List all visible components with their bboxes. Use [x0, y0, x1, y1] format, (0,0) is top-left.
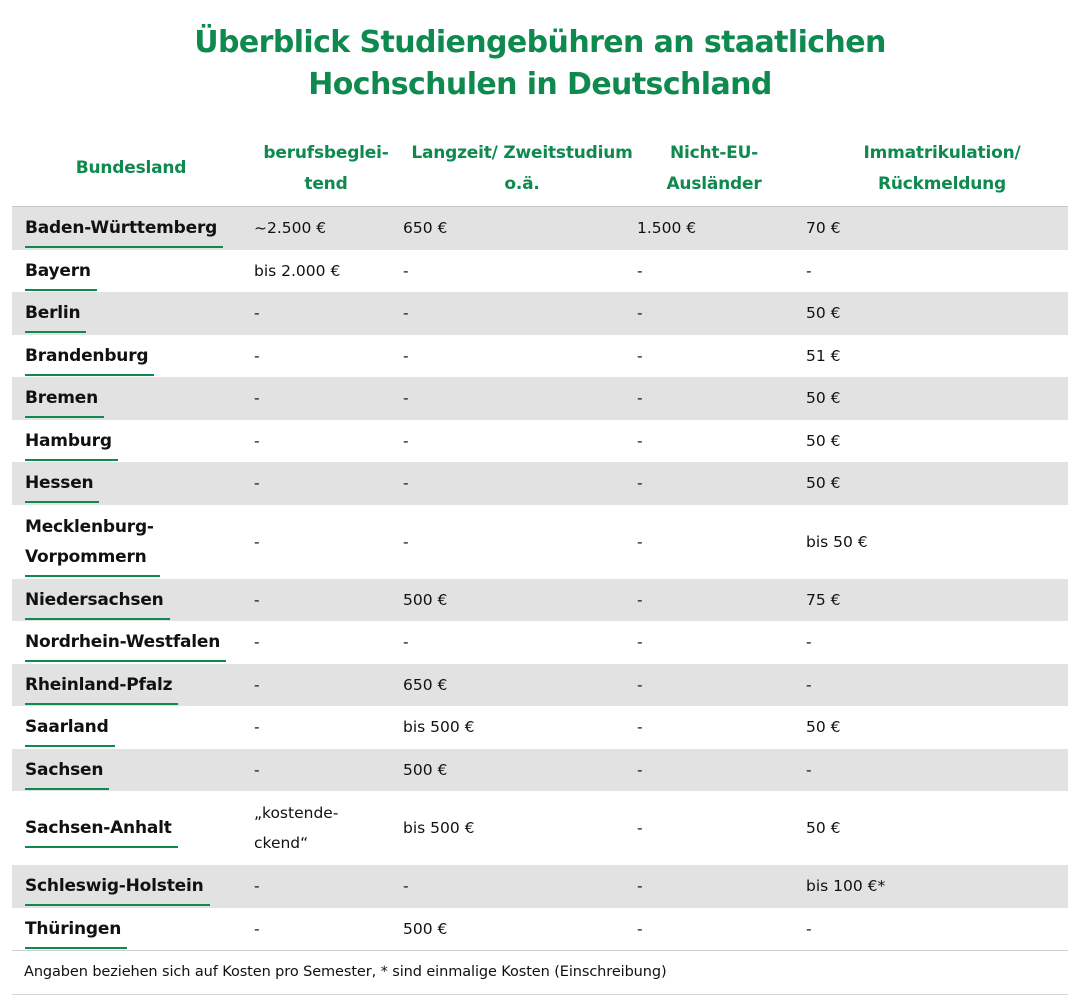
cell-noneu	[637, 664, 643, 707]
cell-text: bis 50 €	[806, 532, 868, 551]
link-underline	[25, 904, 210, 906]
cell-text: -	[637, 760, 643, 779]
fees-table	[12, 130, 1068, 951]
cell-berufsbegleitend	[254, 579, 260, 622]
table-row	[12, 621, 1068, 664]
state-name-line: Niedersachsen	[25, 589, 164, 610]
cell-berufsbegleitend	[254, 706, 260, 749]
cell-text: -	[637, 304, 643, 323]
link-underline	[25, 416, 104, 418]
cell-text: 500 €	[403, 760, 448, 779]
cell-berufsbegleitend	[254, 664, 260, 707]
link-underline	[25, 501, 99, 503]
state-name-line: Baden-Württemberg	[25, 218, 218, 239]
cell-long	[403, 749, 447, 792]
cell-noneu	[637, 706, 643, 749]
cell-noneu	[637, 579, 643, 622]
cell-text: -	[637, 590, 643, 609]
state-name-cell	[25, 791, 172, 865]
state-link[interactable]	[25, 256, 91, 286]
cell-noneu	[637, 335, 643, 378]
header-nicht-eu	[644, 138, 784, 200]
cell-text: -	[403, 346, 409, 365]
cell-text: 50 €	[806, 718, 841, 737]
cell-text: -	[637, 474, 643, 493]
state-name-line: Vorpommern	[25, 546, 147, 567]
link-underline	[25, 745, 115, 747]
cell-text: -	[637, 819, 643, 837]
cell-text-line: -	[254, 877, 260, 896]
link-underline	[25, 246, 223, 248]
cell-berufsbegleitend	[254, 749, 260, 792]
cell-text: 1.500 €	[637, 219, 697, 238]
cell-noneu	[637, 791, 643, 865]
cell-text: 650 €	[403, 219, 448, 238]
state-name-cell	[25, 335, 148, 378]
divider	[12, 994, 1068, 995]
cell-text: 50 €	[806, 304, 841, 323]
cell-berufsbegleitend	[254, 420, 260, 463]
state-link[interactable]	[25, 426, 112, 456]
cell-enroll	[806, 420, 841, 463]
cell-text: -	[806, 633, 812, 652]
cell-berufsbegleitend	[254, 207, 326, 250]
table-row	[12, 908, 1068, 951]
cell-text: bis 500 €	[403, 819, 475, 837]
state-name-cell	[25, 865, 204, 908]
cell-enroll	[806, 621, 812, 664]
cell-berufsbegleitend	[254, 908, 260, 951]
state-link[interactable]	[25, 213, 217, 243]
state-name-line: Sachsen-Anhalt	[25, 818, 172, 838]
table-row	[12, 664, 1068, 707]
header-langzeit	[402, 138, 642, 200]
table-row	[12, 462, 1068, 505]
header-line: o.ä.	[504, 174, 540, 194]
cell-text: -	[806, 919, 812, 938]
cell-long	[403, 335, 409, 378]
table-row	[12, 335, 1068, 378]
cell-text-line: ~2.500 €	[254, 219, 327, 238]
cell-text-line: bis 2.000 €	[254, 261, 341, 280]
state-name-line: Hessen	[25, 473, 94, 494]
cell-enroll	[806, 505, 868, 579]
cell-berufsbegleitend	[254, 377, 260, 420]
state-name-cell	[25, 749, 103, 792]
cell-noneu	[637, 207, 696, 250]
cell-text: -	[637, 675, 643, 694]
cell-berufsbegleitend	[254, 462, 260, 505]
state-name-cell	[25, 706, 109, 749]
header-immatrikulation	[832, 138, 1052, 200]
title-line-2: Hochschulen in Deutschland	[308, 67, 772, 102]
cell-long	[403, 621, 409, 664]
cell-text: 70 €	[806, 219, 841, 238]
state-name-line: Bayern	[25, 260, 91, 281]
table-row	[12, 749, 1068, 792]
cell-berufsbegleitend	[254, 250, 340, 293]
state-link[interactable]	[25, 341, 148, 371]
cell-enroll	[806, 664, 812, 707]
cell-long	[403, 505, 409, 579]
state-name-cell	[25, 207, 217, 250]
cell-long	[403, 250, 409, 293]
cell-text: -	[403, 389, 409, 408]
link-underline	[25, 289, 97, 291]
header-bundesland: Bundesland	[75, 158, 187, 178]
cell-long	[403, 579, 447, 622]
header-line: Ausländer	[666, 174, 762, 194]
cell-text: -	[637, 261, 643, 280]
cell-berufsbegleitend	[254, 335, 260, 378]
cell-text: -	[403, 431, 409, 450]
cell-text: -	[403, 877, 409, 896]
cell-text: 500 €	[403, 590, 448, 609]
header-line: Nicht-EU-	[669, 143, 759, 163]
cell-enroll	[806, 377, 841, 420]
state-name-cell	[25, 292, 80, 335]
table-row	[12, 207, 1068, 250]
cell-text: -	[637, 718, 643, 737]
cell-enroll	[806, 579, 841, 622]
link-underline	[25, 660, 226, 662]
link-underline	[25, 618, 170, 620]
cell-text-line: „kostende-	[254, 804, 339, 822]
cell-text: 650 €	[403, 675, 448, 694]
cell-text-line: -	[254, 474, 260, 493]
table-row	[12, 706, 1068, 749]
link-underline	[25, 703, 178, 705]
cell-text-line: -	[254, 304, 260, 323]
cell-text: -	[637, 877, 643, 896]
cell-text: -	[403, 633, 409, 652]
cell-text: 50 €	[806, 389, 841, 408]
cell-text-line: -	[254, 346, 260, 365]
cell-noneu	[637, 865, 643, 908]
state-name-cell	[25, 462, 93, 505]
state-link[interactable]	[25, 755, 103, 785]
cell-enroll	[806, 865, 885, 908]
cell-enroll	[806, 791, 841, 865]
state-name-line: Brandenburg	[25, 345, 149, 366]
cell-enroll	[806, 749, 812, 792]
cell-enroll	[806, 292, 841, 335]
cell-berufsbegleitend	[254, 621, 260, 664]
cell-long	[403, 791, 475, 865]
cell-text: -	[806, 261, 812, 280]
state-name-cell	[25, 420, 112, 463]
state-name-line: Nordrhein-Westfalen	[25, 632, 221, 653]
state-link[interactable]	[25, 585, 164, 615]
cell-text: 51 €	[806, 346, 841, 365]
state-name-line: Hamburg	[25, 430, 112, 451]
cell-text: 50 €	[806, 431, 841, 450]
cell-text: -	[637, 431, 643, 450]
state-name-cell	[25, 377, 98, 420]
cell-noneu	[637, 749, 643, 792]
state-name-cell	[25, 505, 154, 579]
state-name-cell	[25, 664, 172, 707]
state-link[interactable]	[25, 512, 154, 572]
header-line: Immatrikulation/	[863, 143, 1021, 163]
cell-text: -	[403, 261, 409, 280]
table-row	[12, 292, 1068, 335]
link-underline	[25, 459, 118, 461]
cell-berufsbegleitend	[254, 791, 338, 865]
header-line: Rückmeldung	[878, 174, 1006, 194]
cell-long	[403, 292, 409, 335]
state-link[interactable]	[25, 298, 80, 328]
state-name-line: Saarland	[25, 717, 109, 738]
cell-text: bis 500 €	[403, 718, 475, 737]
cell-text: -	[637, 633, 643, 652]
cell-text-line: -	[254, 760, 260, 779]
cell-text: bis 100 €*	[806, 877, 886, 896]
state-name-line: Bremen	[25, 388, 99, 409]
link-underline	[25, 575, 160, 577]
cell-text: -	[806, 760, 812, 779]
cell-noneu	[637, 250, 643, 293]
state-name-cell	[25, 250, 91, 293]
header-berufsbegleitend	[256, 138, 396, 200]
state-name-line: Mecklenburg-	[25, 516, 154, 537]
state-name-line: Thüringen	[25, 918, 122, 939]
state-link[interactable]	[25, 712, 109, 742]
cell-text: -	[637, 389, 643, 408]
state-name-line: Rheinland-Pfalz	[25, 674, 173, 695]
cell-text-line: -	[254, 590, 260, 609]
footnote: Angaben beziehen sich auf Kosten pro Semester, * sind einmalige Kosten (Einschreibung)	[24, 964, 667, 980]
cell-noneu	[637, 505, 643, 579]
header-line: tend	[304, 174, 348, 194]
link-underline	[25, 331, 86, 333]
link-underline	[25, 846, 178, 848]
cell-long	[403, 706, 475, 749]
cell-enroll	[806, 207, 841, 250]
state-link[interactable]	[25, 670, 172, 700]
cell-enroll	[806, 250, 812, 293]
cell-text-line: ckend“	[254, 834, 309, 852]
state-link[interactable]	[25, 813, 172, 843]
state-name-line: Berlin	[25, 303, 81, 324]
cell-text: 50 €	[806, 474, 841, 493]
cell-text-line: -	[254, 532, 260, 551]
state-link[interactable]	[25, 468, 93, 498]
title-line-1: Überblick Studiengebühren an staatlichen	[194, 25, 886, 60]
cell-berufsbegleitend	[254, 505, 260, 579]
cell-text: -	[403, 474, 409, 493]
cell-enroll	[806, 335, 841, 378]
cell-enroll	[806, 706, 841, 749]
table-row	[12, 505, 1068, 579]
cell-text: -	[403, 532, 409, 551]
cell-text-line: -	[254, 633, 260, 652]
cell-long	[403, 908, 447, 951]
cell-long	[403, 377, 409, 420]
state-link[interactable]	[25, 383, 98, 413]
state-name-line: Sachsen	[25, 759, 104, 780]
link-underline	[25, 947, 127, 949]
cell-long	[403, 420, 409, 463]
cell-text: -	[637, 532, 643, 551]
cell-text: -	[403, 304, 409, 323]
table-row	[12, 420, 1068, 463]
cell-text-line: -	[254, 389, 260, 408]
cell-noneu	[637, 462, 643, 505]
cell-text: -	[806, 675, 812, 694]
cell-text: 50 €	[806, 819, 841, 837]
state-name-cell	[25, 621, 220, 664]
cell-text: 500 €	[403, 919, 448, 938]
state-name-cell	[25, 579, 164, 622]
state-name-cell	[25, 908, 121, 951]
cell-enroll	[806, 462, 841, 505]
cell-berufsbegleitend	[254, 292, 260, 335]
state-link[interactable]	[25, 914, 121, 944]
cell-noneu	[637, 292, 643, 335]
header-line: Langzeit/ Zweitstudium	[411, 143, 633, 163]
state-link[interactable]	[25, 627, 220, 657]
state-link[interactable]	[25, 871, 204, 901]
cell-long	[403, 207, 447, 250]
table-row	[12, 579, 1068, 622]
link-underline	[25, 788, 109, 790]
table-row	[12, 865, 1068, 908]
cell-noneu	[637, 908, 643, 951]
cell-text-line: -	[254, 919, 260, 938]
cell-berufsbegleitend	[254, 865, 260, 908]
table-header	[12, 130, 1068, 206]
cell-long	[403, 664, 447, 707]
table-body	[12, 206, 1068, 951]
cell-long	[403, 462, 409, 505]
table-row	[12, 791, 1068, 865]
page-title	[0, 22, 1080, 106]
cell-text-line: -	[254, 431, 260, 450]
cell-text-line: -	[254, 675, 260, 694]
table-row	[12, 377, 1068, 420]
cell-text: 75 €	[806, 590, 841, 609]
cell-noneu	[637, 377, 643, 420]
state-name-line: Schleswig-Holstein	[25, 876, 204, 897]
cell-enroll	[806, 908, 812, 951]
link-underline	[25, 374, 154, 376]
cell-long	[403, 865, 409, 908]
cell-noneu	[637, 621, 643, 664]
cell-noneu	[637, 420, 643, 463]
cell-text: -	[637, 919, 643, 938]
table-row	[12, 250, 1068, 293]
cell-text: -	[637, 346, 643, 365]
cell-text-line: -	[254, 718, 260, 737]
header-line: berufsbeglei-	[263, 143, 389, 163]
